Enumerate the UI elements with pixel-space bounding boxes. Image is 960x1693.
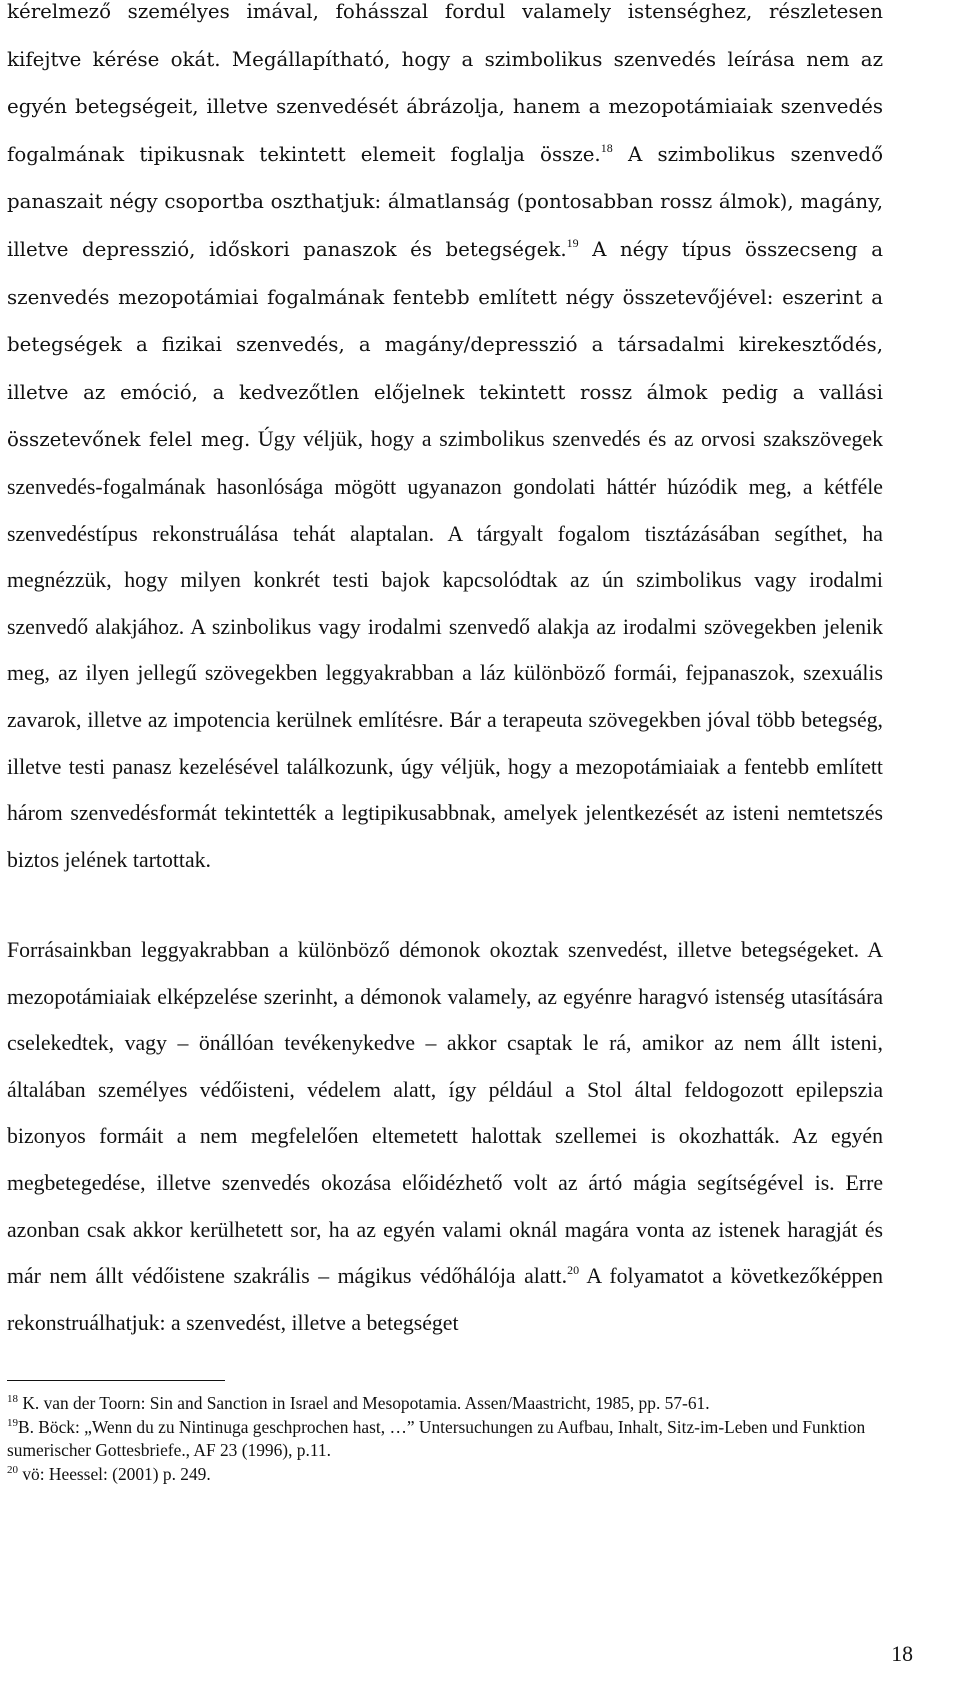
paragraph-text: A folyamatot a következőképpen rekonstruálhatjuk: a szenvedést, illetve a betegséget (7, 1264, 883, 1335)
paragraph-text: Megállapítható, hogy a szimbolikus szenvedés leírása nem az egyén betegségeit, illetve szenvedését ábrázolja, hanem a mezopotámiaiak szenvedés fogalmának tipikusnak tekintett elemeit foglalja össze. (7, 47, 883, 166)
footnote-number: 18 (7, 1393, 18, 1405)
page-number: 18 (891, 1642, 913, 1666)
footnote-18 (7, 1392, 883, 1415)
paragraph-text: kérelmező személyes imával, fohásszal fordul valamely istenséghez, részletesen kifejtve kérése okát. (7, 0, 883, 71)
footnote-separator (7, 1380, 225, 1381)
footnotes (7, 1392, 883, 1487)
footnote-19 (7, 1416, 883, 1462)
footnote-text: vö: Heessel: (2001) p. 249. (18, 1464, 211, 1484)
footnote-number: 19 (7, 1417, 18, 1429)
body-paragraph-2 (7, 927, 883, 1346)
footnote-20 (7, 1463, 883, 1486)
footnote-ref-20: 20 (567, 1263, 580, 1278)
footnote-text: B. Böck: „Wenn du zu Nintinuga geschprochen hast, …” Untersuchungen zu Aufbau, Inhalt, Sitz-im-Leben und Funktion sumerischer Gottesbriefe., AF 23 (1996), p.11. (7, 1417, 866, 1460)
paragraph-text: Úgy véljük, hogy a szimbolikus szenvedés és az orvosi szakszövegek szenvedés-fogalmának hasonlósága mögött ugyanazon gondolati háttér húzódik meg, a kétféle szenvedéstípus rekonstruálása tehát alaptalan. A tárgyalt fogalom tisztázásában segíthet, ha megnézzük, hogy milyen konkrét testi bajok kapcsolódtak az ún szimbolikus vagy irodalmi szenvedő alakjához. A szinbolikus vagy irodalmi szenvedő alakja az irodalmi szövegekben jelenik meg, az ilyen jellegű szövegekben leggyakrabban a láz különböző formái, fejpanaszok, szexuális zavarok, illetve az impotencia kerülnek említésre. Bár a terapeuta szövegekben jóval több betegség, illetve testi panasz kezelésével találkozunk, úgy véljük, hogy a mezopotámiaiak a fentebb említett három szenvedésformát tekintették a legtipikusabbnak, amelyek jelentkezését az isteni nemtetszés biztos jelének tartottak. (7, 427, 883, 872)
footnote-ref-19: 19 (566, 235, 579, 250)
footnote-text: K. van der Toorn: Sin and Sanction in Israel and Mesopotamia. Assen/Maastricht, 1985, pp. 57-61. (18, 1393, 710, 1413)
paragraph-text: A négy típus összecseng a szenvedés mezopotámiai fogalmának fentebb említett négy összetevőjével: eszerint a betegségek a fizikai szenvedés, a magány/depresszió a társadalmi kirekesztődés, illetve az emóció, a kedvezőtlen előjelnek tekintett rossz álmok pedig a vallási összetevőnek felel meg. (7, 237, 884, 452)
footnote-ref-18: 18 (600, 140, 613, 155)
paragraph-text: A szimbolikus szenvedő panaszait négy csoportba oszthatjuk: álmatlanság (pontosabban rossz álmok), magány, illetve depresszió, időskori panaszok és betegségek. (7, 142, 883, 261)
paragraph-text: Forrásainkban leggyakrabban a különböző démonok okoztak szenvedést, illetve betegségeket. A mezopotámiaiak elképzelése szerinht, a démonok valamely, az egyénre haragvó istenség utasítására cselekedtek, vagy – önállóan tevékenykedve – akkor csaptak le rá, amikor az nem állt isteni, általában személyes védőisteni, védelem alatt, így például a Stol által feldogozott epilepszia bizonyos formáit a nem megfelelően eltemetett halottak szellemei is okozhatták. Az egyén megbetegedése, illetve szenvedés okozása előidézhető volt az ártó mágia segítségével is. Erre azonban csak akkor kerülhetett sor, ha az egyén valami oknál magára vonta az istenek haragját és már nem állt védőistene szakrális – mágikus védőhálója alatt. (7, 938, 883, 1289)
body-paragraph-1 (7, 0, 883, 883)
footnote-number: 20 (7, 1464, 18, 1476)
